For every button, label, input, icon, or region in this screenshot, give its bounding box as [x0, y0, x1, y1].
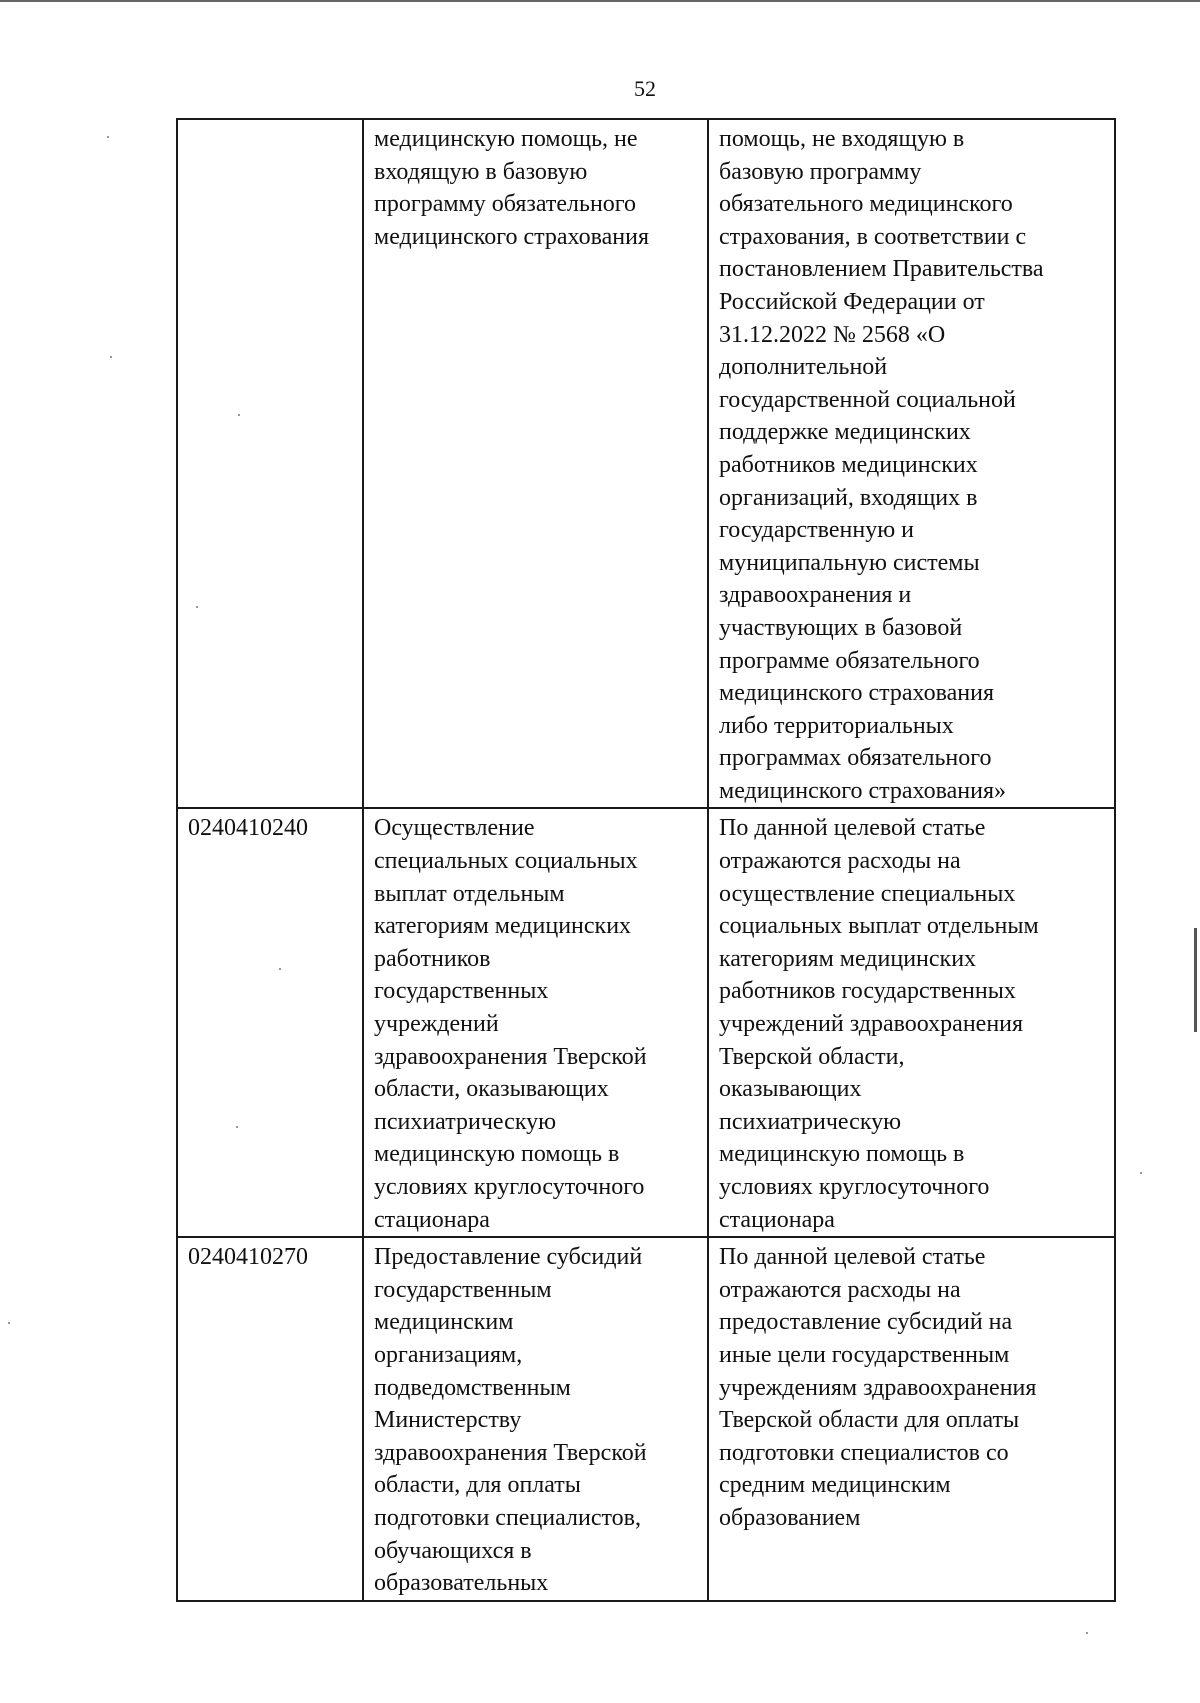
description-cell [708, 119, 1115, 808]
table-row [177, 119, 1115, 808]
code-cell [177, 808, 363, 1237]
target-article-description: помощь, не входящую в базовую программу обязательного медицинского страхования, в соответствии с постановлением Правительства Российской Федерации от 31.12.2022 № 2568 «О дополнительной государственной социальной поддержке медицинских работников медицинских организаций, входящих в государственную и муниципальную системы здравоохранения и участвующих в базовой программе обязательного медицинского страхования либо территориальных программах обязательного медицинского страхования» [719, 126, 1044, 804]
name-cell [363, 808, 708, 1237]
name-cell [363, 1237, 708, 1601]
code-cell [177, 1237, 363, 1601]
scan-speck [110, 356, 112, 358]
scan-speck [1086, 1632, 1088, 1634]
target-article-name: Предоставление субсидий государственным медицинским организациям, подведомственным Министерству здравоохранения Тверской области, для оплаты подготовки специалистов, обучающихся в образовательных [374, 1244, 647, 1597]
code-cell [177, 119, 363, 808]
target-article-code: 0240410270 [188, 1244, 308, 1271]
scan-edge-mark [1194, 928, 1197, 1032]
target-article-name: медицинскую помощь, не входящую в базовую программу обязательного медицинского страхования [374, 126, 650, 250]
scan-speck [107, 136, 109, 138]
scan-speck [196, 606, 198, 608]
budget-classification-table [176, 118, 1116, 1602]
page-number: 52 [634, 76, 656, 101]
table-row [177, 1237, 1115, 1601]
scan-speck [236, 1126, 238, 1128]
description-cell [708, 1237, 1115, 1601]
target-article-name: Осуществление специальных социальных выплат отдельным категориям медицинских работников государственных учреждений здравоохранения Тверской области, оказывающих психиатрическую медицинскую помощь в условиях круглосуточного стационара [374, 815, 647, 1233]
target-article-code: 0240410240 [188, 815, 308, 842]
scan-speck [238, 414, 240, 416]
table-row [177, 808, 1115, 1237]
target-article-description: По данной целевой статье отражаются расходы на предоставление субсидий на иные цели государственным учреждениям здравоохранения Тверской области для оплаты подготовки специалистов со средним медицинским образованием [719, 1244, 1037, 1531]
description-cell [708, 808, 1115, 1237]
scan-speck [279, 968, 281, 970]
scan-speck [8, 1322, 10, 1324]
target-article-description: По данной целевой статье отражаются расходы на осуществление специальных социальных выплат отдельным категориям медицинских работников государственных учреждений здравоохранения Тверской области, оказывающих психиатрическую медицинскую помощь в условиях круглосуточного стационара [719, 815, 1039, 1233]
scan-speck [1140, 1172, 1142, 1174]
scan-top-edge [0, 0, 1200, 2]
name-cell [363, 119, 708, 808]
